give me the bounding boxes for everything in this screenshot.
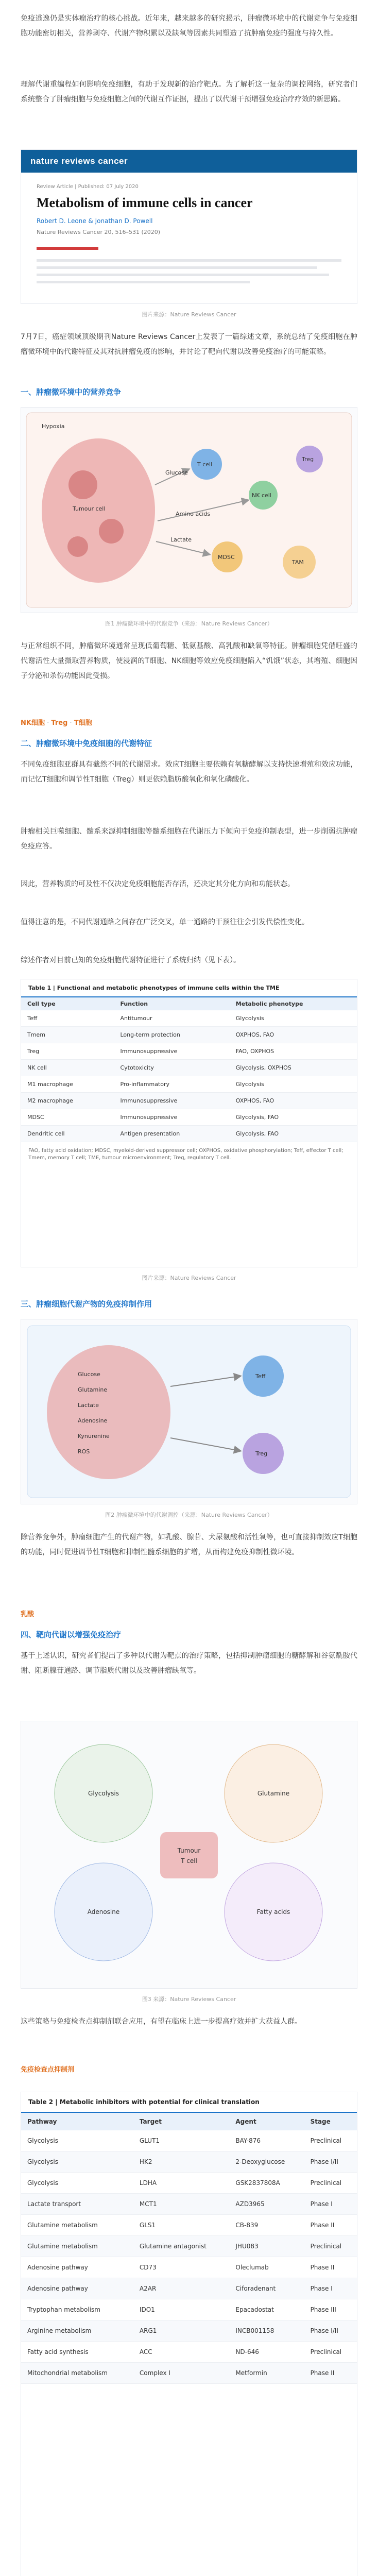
table-cell: Phase II xyxy=(304,2363,357,2384)
table-cell: Mitochondrial metabolism xyxy=(21,2363,133,2384)
f1-label: Hypoxia xyxy=(42,423,65,430)
article-title: Metabolism of immune cells in cancer xyxy=(37,195,253,210)
tumour-cell xyxy=(99,519,124,544)
f3-label: T cell xyxy=(181,1857,197,1865)
body-paragraph-11: 基于上述认识，研究者们提出了多种以代谢为靶点的治疗策略，包括抑制肿瘤细胞的糖酵解和谷氨酰胺代谢、阻断腺苷通路、调节脂质代谢以及改善肿瘤缺氧等。 xyxy=(21,1652,357,1675)
table-cell: Tmem xyxy=(21,1027,114,1043)
table-cell: NK cell xyxy=(21,1060,114,1076)
table-1-footnote: FAO, fatty acid oxidation; MDSC, myeloid-derived suppressor cell; OXPHOS, oxidative phosphorylation; Teff, effector T cell; Tmem, memory T cell; TME, tumour microenvironment; Treg, regulatory T cell. xyxy=(28,1148,343,1161)
table-1-grid xyxy=(21,997,357,1142)
table-cell: Preclinical xyxy=(304,2342,357,2363)
table-2-header: Stage xyxy=(310,2118,331,2125)
table-1-header: Cell type xyxy=(27,1001,56,1007)
table-2-row xyxy=(21,2236,357,2257)
table-cell: IDO1 xyxy=(133,2299,229,2320)
table-cell: Glycolysis xyxy=(230,1010,357,1027)
table-2-row xyxy=(21,2278,357,2299)
table-cell: MCT1 xyxy=(133,2194,229,2215)
body-paragraph-6: 肿瘤相关巨噬细胞、髓系来源抑制细胞等髓系细胞在代谢压力下倾向于免疫抑制表型，进一步削弱抗肿瘤免疫应答。 xyxy=(21,827,357,851)
table-cell: Glycolysis, FAO xyxy=(230,1126,357,1142)
table-1-header: Function xyxy=(120,1001,148,1007)
table-cell: Preclinical xyxy=(304,2236,357,2257)
f3-label: Tumour xyxy=(177,1847,201,1854)
table-2-row xyxy=(21,2130,357,2151)
table-cell: Pro-inflammatory xyxy=(114,1076,229,1093)
table-1-row xyxy=(21,1076,357,1093)
table-cell: Phase I/II xyxy=(304,2320,357,2342)
f1-label: Tumour cell xyxy=(73,505,106,512)
highlight-row-3 xyxy=(21,2064,74,2074)
table-cell: GSK2837808A xyxy=(229,2173,304,2194)
table-cell: Glycolysis, FAO xyxy=(230,1109,357,1126)
table-cell: Tryptophan metabolism xyxy=(21,2299,133,2320)
section-heading-4: 四、靶向代谢以增强免疫治疗 xyxy=(21,1630,122,1639)
table-cell: GLS1 xyxy=(133,2215,229,2236)
tumour-core xyxy=(160,1832,218,1878)
table-cell: Phase I/II xyxy=(304,2151,357,2173)
table-cell: OXPHOS, FAO xyxy=(230,1027,357,1043)
table-cell: ND-646 xyxy=(229,2342,304,2363)
table-cell: AZD3965 xyxy=(229,2194,304,2215)
table-cell: Phase III xyxy=(304,2299,357,2320)
figure-caption-3: 图片来源：Nature Reviews Cancer xyxy=(142,1275,236,1281)
table-1-row xyxy=(21,1109,357,1126)
table-cell: Immunosuppressive xyxy=(114,1109,229,1126)
table-cell: Glycolysis xyxy=(21,2130,133,2151)
table-2-row xyxy=(21,2342,357,2363)
f2-label: Kynurenine xyxy=(78,1433,110,1439)
table-cell: Treg xyxy=(21,1043,114,1060)
table-cell: Phase I xyxy=(304,2194,357,2215)
table-cell: FAO, OXPHOS xyxy=(230,1043,357,1060)
figure-caption-4: 图2 肿瘤微环境中的代谢调控（来源：Nature Reviews Cancer） xyxy=(105,1512,273,1518)
f3-label: Glycolysis xyxy=(88,1790,119,1797)
journal-name: nature reviews cancer xyxy=(30,156,128,166)
table-1-row xyxy=(21,1060,357,1076)
table-cell: Fatty acid synthesis xyxy=(21,2342,133,2363)
table-cell: Antigen presentation xyxy=(114,1126,229,1142)
f1-label: NK cell xyxy=(252,492,271,499)
table-cell: Glycolysis, OXPHOS xyxy=(230,1060,357,1076)
highlight-tcell: T细胞 xyxy=(74,719,92,727)
table-cell: Adenosine pathway xyxy=(21,2278,133,2299)
body-paragraph-7: 因此，营养物质的可及性不仅决定免疫细胞能否存活，还决定其分化方向和功能状态。 xyxy=(21,880,295,888)
table-cell: CB-839 xyxy=(229,2215,304,2236)
intro-paragraph-1: 免疫逃逸仍是实体瘤治疗的核心挑战。近年来，越来越多的研究揭示，肿瘤微环境中的代谢竞争与免疫细胞功能密切相关，营养剥夺、代谢产物积累以及缺氧等因素共同塑造了抗肿瘤免疫的强度与持久性。 xyxy=(21,14,357,38)
table-1-header: Metabolic phenotype xyxy=(235,1001,303,1007)
table-1-row xyxy=(21,1126,357,1142)
section-heading-1: 一、肿瘤微环境中的营养竞争 xyxy=(21,387,122,397)
figure-2 xyxy=(21,1319,357,1504)
table-cell: Complex I xyxy=(133,2363,229,2384)
table-cell: Preclinical xyxy=(304,2130,357,2151)
table-cell: Long-term protection xyxy=(114,1027,229,1043)
f1-label: Lactate xyxy=(170,536,192,543)
intro-paragraph-2: 理解代谢重编程如何影响免疫细胞，有助于发现新的治疗靶点。为了解析这一复杂的调控网络，研究者们系统整合了肿瘤细胞与免疫细胞之间的代谢互作证据，提出了以代谢干预增强免疫治疗疗效的新思路。 xyxy=(21,80,357,104)
table-2-grid xyxy=(21,2113,357,2384)
f2-label: Glutamine xyxy=(78,1386,108,1393)
table-cell: Preclinical xyxy=(304,2173,357,2194)
figure-caption-5: 图3 来源：Nature Reviews Cancer xyxy=(142,1996,236,2003)
f2-label: Adenosine xyxy=(78,1417,108,1424)
table-2-header: Target xyxy=(139,2118,162,2125)
table-cell: Glycolysis xyxy=(230,1076,357,1093)
f3-label: Glutamine xyxy=(257,1790,290,1797)
table-cell: Immunosuppressive xyxy=(114,1093,229,1109)
body-paragraph-12: 这些策略与免疫检查点抑制剂联合应用，有望在临床上进一步提高疗效并扩大获益人群。 xyxy=(21,2018,302,2026)
table-cell: Adenosine pathway xyxy=(21,2257,133,2278)
table-cell: Dendritic cell xyxy=(21,1126,114,1142)
figure-3 xyxy=(21,1721,357,1989)
table-2 xyxy=(21,2092,357,2576)
table-cell: Glycolysis xyxy=(21,2173,133,2194)
table-cell: Glutamine metabolism xyxy=(21,2236,133,2257)
table-cell: Arginine metabolism xyxy=(21,2320,133,2342)
table-cell: Phase II xyxy=(304,2215,357,2236)
table-2-row xyxy=(21,2363,357,2384)
figure-caption-2: 图1 肿瘤微环境中的代谢竞争（来源：Nature Reviews Cancer） xyxy=(105,620,273,627)
highlight-nk: NK细胞 xyxy=(21,719,45,727)
table-cell: Glutamine metabolism xyxy=(21,2215,133,2236)
f1-label: Amino acids xyxy=(176,511,211,517)
f3-label: Fatty acids xyxy=(256,1908,290,1916)
highlight-row-2 xyxy=(21,1608,34,1618)
table-2-row xyxy=(21,2151,357,2173)
table-cell: Immunosuppressive xyxy=(114,1043,229,1060)
table-cell: Lactate transport xyxy=(21,2194,133,2215)
figure-1 xyxy=(21,407,357,613)
body-paragraph-4: 与正常组织不同，肿瘤微环境通常呈现低葡萄糖、低氨基酸、高乳酸和缺氧等特征。肿瘤细胞凭借旺盛的代谢活性大量摄取营养物质，使浸润的T细胞、NK细胞等效应免疫细胞陷入“饥饿”状态，其增殖、细胞因子分泌和杀伤功能因此受损。 xyxy=(21,642,357,680)
tumour-region xyxy=(47,1345,170,1479)
section-heading-3: 三、肿瘤细胞代谢产物的免疫抑制作用 xyxy=(21,1299,152,1309)
table-cell: LDHA xyxy=(133,2173,229,2194)
table-1-row xyxy=(21,1027,357,1043)
tumour-cell xyxy=(68,470,97,499)
title-rule xyxy=(37,247,98,250)
table-cell: Phase I xyxy=(304,2278,357,2299)
table-2-header: Pathway xyxy=(27,2118,57,2125)
table-2-row xyxy=(21,2173,357,2194)
table-2-row xyxy=(21,2299,357,2320)
body-paragraph-10: 除营养竞争外，肿瘤细胞产生的代谢产物，如乳酸、腺苷、犬尿氨酸和活性氧等，也可直接抑制效应T细胞的功能，同时促进调节性T细胞和抑制性髓系细胞的扩增，从而构建免疫抑制性微环境。 xyxy=(21,1533,357,1556)
table-2-row xyxy=(21,2194,357,2215)
article-authors: Robert D. Leone & Jonathan D. Powell xyxy=(37,217,153,225)
table-1-row xyxy=(21,1093,357,1109)
body-paragraph-3: 7月7日，癌症领域顶级期刊Nature Reviews Cancer上发表了一篇综述文章，系统总结了免疫细胞在肿瘤微环境中的代谢特征及其对抗肿瘤免疫的影响，并讨论了靶向代谢以改善免疫治疗的可能策略。 xyxy=(21,333,357,356)
table-cell: Glutamine antagonist xyxy=(133,2236,229,2257)
table-2-row xyxy=(21,2257,357,2278)
f2-label: Lactate xyxy=(78,1402,99,1409)
table-cell: ACC xyxy=(133,2342,229,2363)
table-cell: A2AR xyxy=(133,2278,229,2299)
table-cell: Phase II xyxy=(304,2257,357,2278)
f2-label: ROS xyxy=(78,1448,90,1455)
highlight-checkpoint: 免疫检查点抑制剂 xyxy=(21,2066,75,2074)
table-cell: Cytotoxicity xyxy=(114,1060,229,1076)
highlight-treg: Treg xyxy=(51,719,68,727)
article-citation: Nature Reviews Cancer 20, 516–531 (2020) xyxy=(37,229,161,235)
table-cell: Glycolysis xyxy=(21,2151,133,2173)
table-cell: CD73 xyxy=(133,2257,229,2278)
article-meta: Review Article | Published: 07 July 2020 xyxy=(37,184,139,190)
f1-label: Treg xyxy=(302,456,314,463)
f1-label: MDSC xyxy=(218,554,235,561)
table-cell: Metformin xyxy=(229,2363,304,2384)
highlight-row-1: NK细胞 · Treg · T细胞 xyxy=(21,719,92,727)
table-cell: INCB001158 xyxy=(229,2320,304,2342)
f2-label: Teff xyxy=(255,1373,266,1380)
table-2-title: Table 2 | Metabolic inhibitors with potential for clinical translation xyxy=(21,2092,357,2113)
table-cell: 2-Deoxyglucose xyxy=(229,2151,304,2173)
f1-label: Glucose xyxy=(165,469,188,476)
table-cell: BAY-876 xyxy=(229,2130,304,2151)
tumour-cell xyxy=(67,536,88,557)
table-1 xyxy=(21,979,357,1267)
body-paragraph-5: 不同免疫细胞亚群具有截然不同的代谢需求。效应T细胞主要依赖有氧糖酵解以支持快速增殖和效应功能，而记忆T细胞和调节性T细胞（Treg）则更依赖脂肪酸氧化和氧化磷酸化。 xyxy=(21,760,357,784)
table-2-row xyxy=(21,2215,357,2236)
table-cell: Antitumour xyxy=(114,1010,229,1027)
f1-label: T cell xyxy=(197,461,213,468)
highlight-lactate: 乳酸 xyxy=(21,1611,35,1618)
f1-label: TAM xyxy=(292,559,304,566)
figure-2-diagram xyxy=(21,1319,357,1504)
f2-label: Treg xyxy=(255,1450,268,1457)
table-cell: Oleclumab xyxy=(229,2257,304,2278)
f3-label: Adenosine xyxy=(87,1908,120,1916)
table-cell: MDSC xyxy=(21,1109,114,1126)
table-2-row xyxy=(21,2320,357,2342)
table-2-header: Agent xyxy=(235,2118,256,2125)
table-cell: JHU083 xyxy=(229,2236,304,2257)
section-heading-2: 二、肿瘤微环境中免疫细胞的代谢特征 xyxy=(21,739,152,748)
table-cell: Epacadostat xyxy=(229,2299,304,2320)
figure-caption-1: 图片来源：Nature Reviews Cancer xyxy=(142,311,236,318)
table-cell: ARG1 xyxy=(133,2320,229,2342)
text-placeholder-lines xyxy=(37,259,341,283)
paper-card xyxy=(21,149,357,304)
table-1-row xyxy=(21,1010,357,1027)
table-cell: OXPHOS, FAO xyxy=(230,1093,357,1109)
body-paragraph-8: 值得注意的是，不同代谢通路之间存在广泛交叉，单一通路的干预往往会引发代偿性变化。 xyxy=(21,918,309,926)
body-paragraph-9: 综述作者对目前已知的免疫细胞代谢特征进行了系统归纳（见下表）。 xyxy=(21,956,240,964)
table-cell: HK2 xyxy=(133,2151,229,2173)
table-cell: Ciforadenant xyxy=(229,2278,304,2299)
table-cell: M2 macrophage xyxy=(21,1093,114,1109)
table-cell: M1 macrophage xyxy=(21,1076,114,1093)
table-cell: Teff xyxy=(21,1010,114,1027)
table-1-row xyxy=(21,1043,357,1060)
journal-banner xyxy=(21,150,357,173)
figure-1-diagram xyxy=(21,408,357,613)
table-cell: GLUT1 xyxy=(133,2130,229,2151)
f2-label: Glucose xyxy=(78,1371,100,1378)
table-1-title: Table 1 | Functional and metabolic phenotypes of immune cells within the TME xyxy=(21,979,357,997)
figure-3-diagram xyxy=(21,1721,357,1988)
